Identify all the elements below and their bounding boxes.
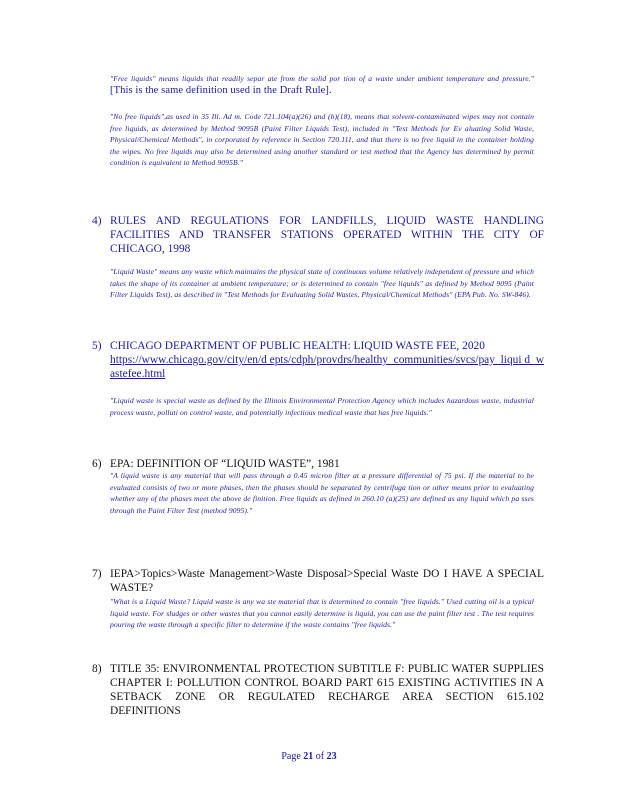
section-8-heading xyxy=(92,662,544,718)
page-of-label: of xyxy=(315,751,325,762)
section-7-heading xyxy=(92,567,544,595)
page-footer xyxy=(0,751,618,762)
section-number: 4) xyxy=(92,215,102,227)
liquid-waste-fee-link[interactable]: https://www.chicago.gov/city/en/d epts/cdph/provdrs/healthy_communities/svcs/pay_liqui d_wastefee.html xyxy=(110,354,544,380)
section-5-quote: "Liquid waste is special waste as defined by the Illinois Environmental Protection Agency which includes hazardous waste, industrial process waste, polluti on control waste, and potentially infectious medical waste that has free liquids." xyxy=(110,396,534,417)
section-7-quote: "What is a Liquid Waste? Liquid waste is any wa ste material that is determined to contain "free liquids." Used cutting oil is a typical liquid waste. For sludges or other wastes that you cannot easily determine is liquid, you can use the paint filter test . The test requires pouring the waste through a specific filter to determine if the waste contains "free liquids." xyxy=(110,597,534,630)
section-6-quote: "A liquid waste is any material that will pass through a 0.45 micron filter at a pressure differential of 75 psi. If the material to be evaluated consists of two or more phases, then the phases should be separated by centrifuga tion or other means prior to evaluating whether any of the phases meet the above de finition. Free liquids as defined in 260.10 (a)(25) are defined as any liquid which pa sses through the Paint Filter Test (method 9095)." xyxy=(110,471,534,515)
draft-rule-note: [This is the same definition used in the Draft Rule]. xyxy=(110,84,332,96)
section-4-heading xyxy=(92,214,544,256)
section-6-heading xyxy=(92,457,544,471)
section-5-heading xyxy=(92,339,544,381)
section-title: CHICAGO DEPARTMENT OF PUBLIC HEALTH: LIQUID WASTE FEE, 2020 xyxy=(110,340,485,352)
free-liquids-quote: "Free liquids" means liquids that readily separ ate from the solid por tion of a waste under ambient temperature and pressure." xyxy=(110,74,534,83)
section-title: TITLE 35: ENVIRONMENTAL PROTECTION SUBTITLE F: PUBLIC WATER SUPPLIES CHAPTER I: POLLUTION CONTROL BOARD PART 615 EXISTING ACTIVITIES IN A SETBACK ZONE OR REGULATED RECHARGE AREA SECTION 615.102 DEFINITIONS xyxy=(110,663,544,717)
current-page-number: 21 xyxy=(303,751,314,762)
no-free-liquids-definition: "No free liquids",as used in 35 Ill. Ad m. Code 721.104(a)(26) and (b)(18), means that solvent-contaminated wipes may not contain free liquids, as determined by Method 9095B (Paint Filter Liquids Test), included in "Test Methods for Ev aluating Solid Waste, Physical/Chemical Methods", in corporated by reference in Section 720.111, and that there is no free liquid in the container holding the wipes. No free liquids may also be determined using another standard or test method that the Agency has determined by permit condition is equivalent to Method 9095B." xyxy=(110,112,534,168)
page-label: Page xyxy=(281,751,301,762)
section-title: RULES AND REGULATIONS FOR LANDFILLS, LIQUID WASTE HANDLING FACILITIES AND TRANSFER STATIONS OPERATED WITHIN THE CITY OF CHICAGO, 1998 xyxy=(110,215,544,255)
section-title: IEPA>Topics>Waste Management>Waste Disposal>Special Waste DO I HAVE A SPECIAL WASTE? xyxy=(110,568,544,594)
total-page-number: 23 xyxy=(326,751,337,762)
section-number: 5) xyxy=(92,340,102,352)
section-title: EPA: DEFINITION OF “LIQUID WASTE”, 1981 xyxy=(110,458,340,470)
free-liquids-definition xyxy=(110,73,534,96)
section-4-quote: "Liquid Waste" means any waste which maintains the physical state of continuous volume relatively independent of pressure and which takes the shape of its container at ambient temperature; or is determined to contain "free liquids" as defined by Method 9095 (Paint Filter Liquids Test), as described in "Test Methods for Evaluating Solid Wastes, Physical/Chemical Methods" (EPA Pub. No. SW-846). xyxy=(110,267,534,300)
section-number: 6) xyxy=(92,458,102,470)
section-number: 8) xyxy=(92,663,102,675)
section-number: 7) xyxy=(92,568,102,580)
